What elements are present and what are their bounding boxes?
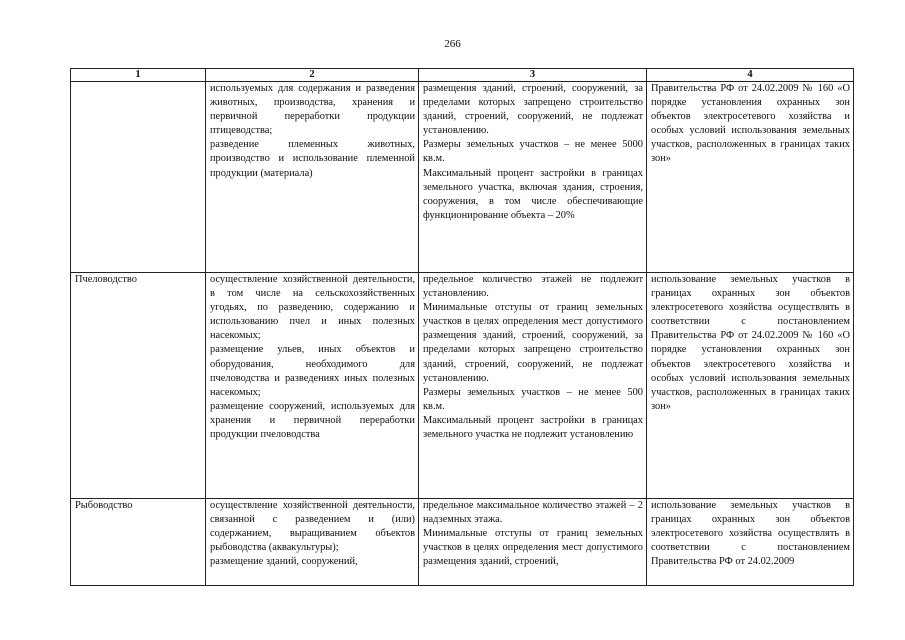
column-header: 2 (206, 69, 419, 82)
use-description-cell (206, 273, 419, 499)
paragraph: использование земельных участков в границах охранных зон объектов электросетевого хозяйства осуществлять в соответствии с постановлением Правительства РФ от 24.02.2009 № 160 «О порядке установления охранных зон объектов электросетевого хозяйства и особых условий использования земельных участков, расположенных в границах таких зон» (651, 274, 850, 412)
parameters-cell (419, 82, 647, 273)
column-header: 1 (71, 69, 206, 82)
table-row (71, 273, 854, 499)
use-name-cell: Рыбоводство (71, 499, 206, 586)
use-name-cell (71, 82, 206, 273)
use-description-cell (206, 82, 419, 273)
page-number: 266 (444, 38, 461, 50)
paragraph: использование земельных участков в границах охранных зон объектов электросетевого хозяйства осуществлять в соответствии с постановлением Правительства РФ от 24.02.2009 (651, 500, 850, 568)
restrictions-cell (647, 82, 854, 273)
paragraph: Максимальный процент застройки в границах земельного участка, включая здания, строения, сооружения, в том числе обеспечивающие функционирование объекта – 20% (423, 167, 643, 221)
use-name-cell: Пчеловодство (71, 273, 206, 499)
paragraph: Максимальный процент застройки в границах земельного участка не подлежит установлению (423, 414, 643, 441)
paragraph: размещение сооружений, используемых для хранения и первичной переработки продукции пчеловодства (210, 400, 415, 441)
paragraph: осуществление хозяйственной деятельности, в том числе на сельскохозяйственных угодьях, по разведению, содержанию и использованию пчел и иных полезных насекомых; (210, 274, 415, 342)
paragraph: предельное максимальное количество этажей – 2 надземных этажа. (423, 500, 643, 526)
paragraph: Минимальные отступы от границ земельных участков в целях определения мест допустимого размещения зданий, строений, (423, 528, 643, 568)
column-header: 4 (647, 69, 854, 82)
paragraph: размещения зданий, строений, сооружений, за пределами которых запрещено строительство зданий, строений, сооружений, не подлежат установлению. (423, 83, 643, 137)
use-description-cell (206, 499, 419, 586)
paragraph: Размеры земельных участков – не менее 500 кв.м. (423, 386, 643, 412)
restrictions-cell (647, 499, 854, 586)
paragraph: размещение зданий, сооружений, (210, 556, 358, 568)
table-row (71, 499, 854, 586)
parameters-cell (419, 273, 647, 499)
paragraph: осуществление хозяйственной деятельности, связанной с разведением и (или) содержанием, выращиванием объектов рыбоводства (аквакультуры); (210, 500, 415, 554)
table-header-row (71, 69, 854, 82)
paragraph: разведение племенных животных, производство и использование племенной продукции (материала) (210, 139, 415, 179)
paragraph: Минимальные отступы от границ земельных участков в целях определения мест допустимого размещения зданий, строений, сооружений, за пределами которых запрещено строительство зданий, строений, сооружений, не подлежат установлению. (423, 302, 643, 384)
paragraph: размещение ульев, иных объектов и оборудования, необходимого для пчеловодства и разведениях иных полезных насекомых; (210, 344, 415, 398)
paragraph: Правительства РФ от 24.02.2009 № 160 «О порядке установления охранных зон объектов электросетевого хозяйства и особых условий использования земельных участков, расположенных в границах таких зон» (651, 83, 850, 165)
zoning-table (70, 68, 854, 586)
paragraph: предельное количество этажей не подлежит установлению. (423, 274, 643, 300)
paragraph: используемых для содержания и разведения животных, производства, хранения и первичной переработки продукции птицеводства; (210, 83, 415, 137)
paragraph: Размеры земельных участков – не менее 5000 кв.м. (423, 139, 643, 165)
restrictions-cell (647, 273, 854, 499)
table-row (71, 82, 854, 273)
parameters-cell (419, 499, 647, 586)
column-header: 3 (419, 69, 647, 82)
